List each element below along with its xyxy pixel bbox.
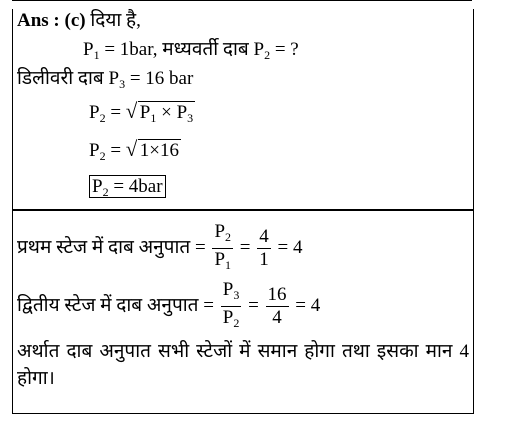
equation-sqrt-numeric xyxy=(89,139,181,168)
first-den2: 1 xyxy=(259,249,269,270)
p2-subscript: 2 xyxy=(264,48,271,62)
p2-query: = ? xyxy=(270,39,299,60)
second-num2: 16 xyxy=(267,284,287,305)
second-num: P xyxy=(222,279,234,300)
first-eq2: = xyxy=(235,236,256,258)
first-num: P xyxy=(214,221,226,242)
eq3-lhs: P xyxy=(92,176,103,197)
second-fraction-symbolic xyxy=(221,279,242,334)
radical-icon: √ xyxy=(125,99,138,123)
first-stage-ratio xyxy=(17,221,302,276)
answer-prefix: Ans : (c) xyxy=(17,10,86,31)
second-fraction-numeric xyxy=(266,284,289,329)
eq1-radicand-a-subscript: 1 xyxy=(150,111,157,125)
conclusion-text: अर्थात दाब अनुपात सभी स्टेजों में समान होगा तथा इसका मान 4 होगा। xyxy=(17,341,469,389)
eq1-radicand-b: P xyxy=(176,102,188,123)
delivery-label: डिलीवरी दाब xyxy=(17,68,109,89)
second-den-subscript: 2 xyxy=(233,316,240,330)
equation-sqrt-product xyxy=(89,101,195,130)
second-stage-label: द्वितीय स्टेज में दाब अनुपात xyxy=(17,294,199,316)
second-den2: 4 xyxy=(272,307,282,328)
p3-symbol: P xyxy=(108,68,120,89)
first-den: P xyxy=(214,249,226,270)
eq1-lhs: P xyxy=(89,102,100,123)
p1-symbol: P xyxy=(83,39,94,60)
section-divider xyxy=(13,209,473,211)
eq2-equals: = xyxy=(105,140,126,161)
second-eq: = xyxy=(198,294,219,316)
first-num-subscript: 2 xyxy=(225,230,232,244)
first-fraction-numeric xyxy=(257,226,271,271)
p3-subscript: 3 xyxy=(119,77,126,91)
sqrt-numeric xyxy=(126,139,181,163)
eq3-lhs-subscript: 2 xyxy=(102,185,109,199)
first-fraction-symbolic xyxy=(212,221,233,276)
p1-subscript: 1 xyxy=(93,48,100,62)
delivery-pressure xyxy=(17,67,193,96)
eq2-lhs: P xyxy=(89,140,100,161)
first-result: = 4 xyxy=(272,236,303,258)
eq1-radicand-b-subscript: 3 xyxy=(187,111,194,125)
answer-header xyxy=(17,9,141,33)
eq2-radicand: 1×16 xyxy=(139,140,180,161)
second-num-subscript: 3 xyxy=(233,288,240,302)
top-border xyxy=(12,0,472,1)
second-stage-ratio xyxy=(17,279,320,334)
given-label: दिया है, xyxy=(90,10,141,31)
first-den-subscript: 1 xyxy=(225,258,232,272)
second-result: = 4 xyxy=(290,294,321,316)
sqrt-product xyxy=(126,101,195,130)
eq1-lhs-subscript: 2 xyxy=(99,111,106,125)
first-eq: = xyxy=(190,236,211,258)
eq1-times: × xyxy=(156,102,177,123)
radical-icon: √ xyxy=(125,137,138,161)
given-values xyxy=(83,38,299,67)
p2-symbol: P xyxy=(253,39,265,60)
final-answer-box xyxy=(89,175,166,198)
p3-value: = 16 bar xyxy=(125,68,194,89)
eq2-lhs-subscript: 2 xyxy=(99,149,106,163)
p1-value: = 1bar, मध्यवर्ती दाब xyxy=(99,39,254,60)
second-den: P xyxy=(222,307,234,328)
first-num2: 4 xyxy=(259,226,269,247)
eq1-radicand-a: P xyxy=(139,102,151,123)
eq3-rhs: = 4bar xyxy=(108,176,163,197)
final-answer xyxy=(89,175,166,204)
answer-box xyxy=(12,9,474,414)
eq1-equals: = xyxy=(105,102,126,123)
second-eq2: = xyxy=(243,294,264,316)
first-stage-label: प्रथम स्टेज में दाब अनुपात xyxy=(17,236,191,258)
